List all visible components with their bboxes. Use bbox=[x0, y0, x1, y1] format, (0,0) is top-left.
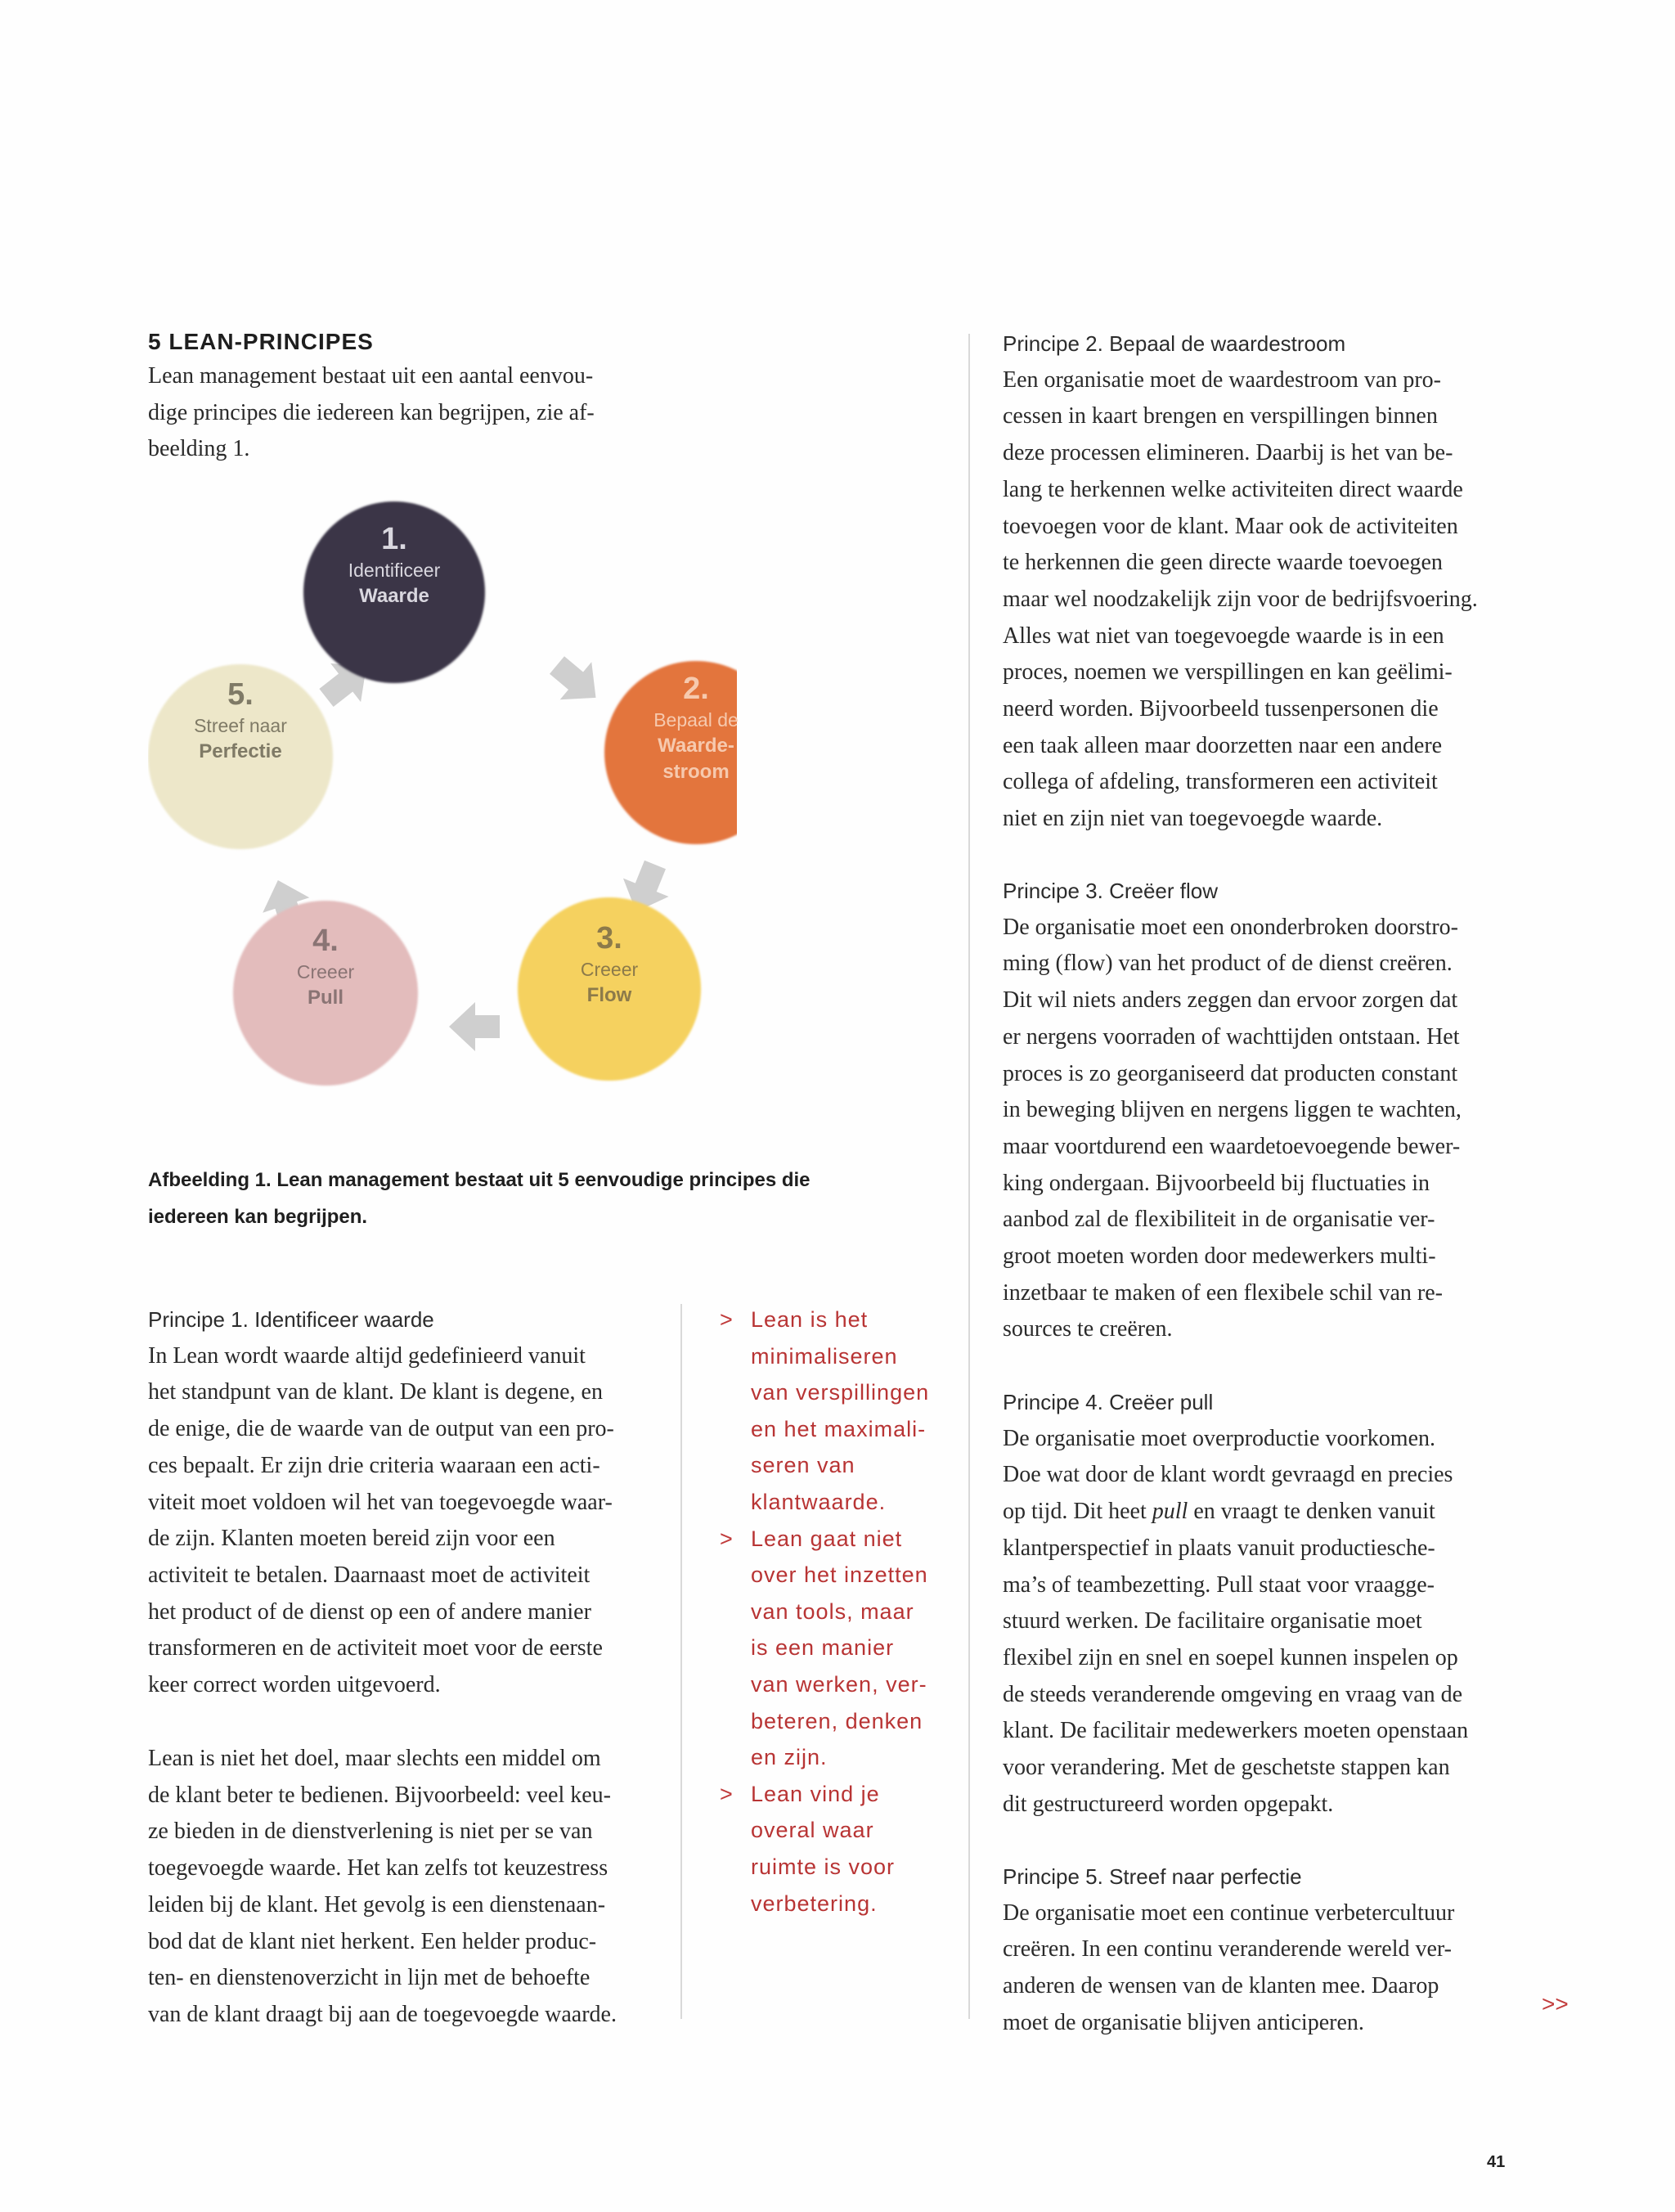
text-line: te herkennen die geen directe waarde toevoegen bbox=[1003, 550, 1443, 576]
text-line bbox=[1003, 1494, 1559, 1531]
intro-line: Lean management bestaat uit een aantal eenvou- bbox=[148, 363, 594, 389]
circle-2-number: 2. bbox=[683, 672, 709, 706]
text-line: viteit moet voldoen wil het van toegevoegde waar- bbox=[148, 1489, 613, 1515]
principle-2-section bbox=[1003, 326, 1559, 838]
quote-line: van verspillingen bbox=[751, 1380, 930, 1405]
quote-marker: > bbox=[720, 1526, 734, 1551]
circle-4-label bbox=[244, 923, 407, 1011]
circle-2-label bbox=[614, 671, 778, 785]
quote-line: en zijn. bbox=[751, 1745, 828, 1770]
text-line: niet en zijn niet van toegevoegde waarde. bbox=[1003, 806, 1383, 832]
text-line: ma’s of teambezetting. Pull staat voor vraagge- bbox=[1003, 1571, 1435, 1598]
text-line: moet de organisatie blijven anticiperen. bbox=[1003, 2009, 1364, 2035]
circle-2-line1: Bepaal de bbox=[653, 709, 739, 731]
text-line: sources te creëren. bbox=[1003, 1316, 1173, 1342]
arrow-1-to-2 bbox=[541, 646, 612, 717]
text-line: er nergens voorraden of wachttijden ontstaan. Het bbox=[1003, 1023, 1460, 1050]
text-line: groot moeten worden door medewerkers multi- bbox=[1003, 1243, 1436, 1270]
circle-1-line2: Waarde bbox=[359, 585, 429, 607]
text-line: een taak alleen maar doorzetten naar een andere bbox=[1003, 732, 1443, 758]
quote-line: beteren, denken bbox=[751, 1708, 923, 1733]
column-divider-right bbox=[968, 334, 970, 2019]
text-line: lang te herkennen welke activiteiten direct waarde bbox=[1003, 476, 1463, 502]
pull-quote-1 bbox=[720, 1302, 965, 1521]
quote-line: overal waar bbox=[751, 1818, 874, 1843]
quote-line: van werken, ver- bbox=[751, 1671, 927, 1697]
column-divider-left bbox=[680, 1304, 682, 2019]
principle-3-heading: Principe 3. Creëer flow bbox=[1003, 879, 1218, 903]
text-line: deze processen elimineren. Daarbij is het van be- bbox=[1003, 440, 1453, 466]
circle-2-line3: stroom bbox=[662, 761, 730, 783]
text-line: inzetbaar te maken of een flexibele schil van re- bbox=[1003, 1279, 1443, 1306]
circle-3-label bbox=[528, 920, 691, 1009]
text-fragment: en vraagt te denken vanuit bbox=[1188, 1499, 1435, 1525]
text-line: ming (flow) van het product of de dienst creëren. bbox=[1003, 951, 1453, 977]
text-line: toevoegen voor de klant. Maar ook de activiteiten bbox=[1003, 513, 1458, 539]
quote-line: ruimte is voor bbox=[751, 1854, 896, 1879]
quote-line: Lean is het bbox=[751, 1307, 869, 1332]
circle-5-line1: Streef naar bbox=[194, 715, 287, 736]
circle-5-number: 5. bbox=[227, 677, 254, 712]
quote-marker: > bbox=[720, 1307, 734, 1332]
circle-1-line1: Identificeer bbox=[348, 560, 441, 581]
text-line: ces bepaalt. Er zijn drie criteria waaraan een acti- bbox=[148, 1452, 600, 1478]
quote-line: Lean vind je bbox=[751, 1781, 880, 1806]
text-line: aanbod zal de flexibiliteit in de organisatie ver- bbox=[1003, 1207, 1435, 1233]
circle-3-line1: Creeer bbox=[580, 959, 639, 980]
quote-line: en het maximali- bbox=[751, 1416, 927, 1441]
text-line: activiteit te betalen. Daarnaast moet de activiteit bbox=[148, 1562, 591, 1588]
circle-5-line2: Perfectie bbox=[199, 740, 282, 762]
text-line: proces is zo georganiseerd dat producten constant bbox=[1003, 1060, 1458, 1086]
text-line: Dit wil niets anders zeggen dan ervoor zorgen dat bbox=[1003, 987, 1458, 1014]
quote-line: Lean gaat niet bbox=[751, 1526, 903, 1551]
principle-5-heading: Principe 5. Streef naar perfectie bbox=[1003, 1864, 1302, 1889]
text-line: collega of afdeling, transformeren een activiteit bbox=[1003, 769, 1438, 795]
quote-line: minimaliseren bbox=[751, 1343, 898, 1369]
principle-1-heading: Principe 1. Identificeer waarde bbox=[148, 1307, 434, 1332]
section-title: 5 LEAN-PRINCIPES bbox=[148, 329, 374, 354]
text-line: Alles wat niet van toegevoegde waarde is in een bbox=[1003, 623, 1444, 649]
text-line: de klant beter te bedienen. Bijvoorbeeld: veel keu- bbox=[148, 1782, 612, 1808]
principle-4-section bbox=[1003, 1384, 1559, 1823]
continue-marker: >> bbox=[1542, 1991, 1569, 2016]
lean-doel-paragraph bbox=[148, 1741, 671, 2034]
circle-3-line2: Flow bbox=[586, 984, 632, 1006]
text-line: De organisatie moet een continue verbetercultuur bbox=[1003, 1900, 1455, 1926]
circle-4-number: 4. bbox=[312, 924, 339, 958]
text-line: ten- en dienstenoverzicht in lijn met de behoefte bbox=[148, 1965, 591, 1991]
text-line: de zijn. Klanten moeten bereid zijn voor een bbox=[148, 1526, 555, 1552]
text-line: de enige, die de waarde van de output van een pro- bbox=[148, 1416, 614, 1442]
text-line: neerd worden. Bijvoorbeeld tussenpersonen die bbox=[1003, 696, 1439, 722]
text-line: keer correct worden uitgevoerd. bbox=[148, 1672, 441, 1698]
circle-1-label bbox=[312, 521, 476, 609]
text-line: klantperspectief in plaats vanuit productiesche- bbox=[1003, 1535, 1435, 1561]
text-line: De organisatie moet een ononderbroken doorstro- bbox=[1003, 914, 1458, 940]
text-line: voor verandering. Met de geschetste stappen kan bbox=[1003, 1755, 1450, 1781]
text-line: dit gestructureerd worden opgepakt. bbox=[1003, 1791, 1334, 1817]
figure-caption bbox=[148, 1162, 884, 1235]
text-line: De organisatie moet overproductie voorkomen. bbox=[1003, 1425, 1435, 1451]
principle-1-section bbox=[148, 1302, 671, 1704]
text-line: stuurd werken. De facilitaire organisatie moet bbox=[1003, 1608, 1422, 1634]
text-line: leiden bij de klant. Het gevolg is een dienstenaan- bbox=[148, 1891, 606, 1918]
text-line: klant. De facilitair medewerkers moeten openstaan bbox=[1003, 1718, 1469, 1744]
text-line: de steeds veranderende omgeving en vraag van de bbox=[1003, 1681, 1463, 1707]
intro-paragraph bbox=[148, 358, 688, 468]
text-line: toegevoegde waarde. Het kan zelfs tot keuzestress bbox=[148, 1855, 608, 1882]
page-number: 41 bbox=[1487, 2153, 1506, 2171]
intro-line: beelding 1. bbox=[148, 436, 250, 462]
caption-line: Afbeelding 1. Lean management bestaat uit 5 eenvoudige principes die bbox=[148, 1169, 811, 1191]
quote-line: is een manier bbox=[751, 1635, 895, 1661]
circle-4-line1: Creeer bbox=[296, 961, 355, 982]
pull-quotes bbox=[720, 1302, 965, 1922]
intro-line: dige principes die iedereen kan begrijpen, zie af- bbox=[148, 399, 595, 425]
circle-5-label bbox=[159, 677, 322, 765]
caption-line: iedereen kan begrijpen. bbox=[148, 1206, 368, 1228]
principle-4-heading: Principe 4. Creëer pull bbox=[1003, 1390, 1214, 1414]
text-line: Lean is niet het doel, maar slechts een middel om bbox=[148, 1746, 601, 1771]
quote-marker: > bbox=[720, 1781, 734, 1806]
circle-1-number: 1. bbox=[381, 522, 407, 556]
text-line: anderen de wensen van de klanten mee. Daarop bbox=[1003, 1973, 1439, 1999]
text-line: maar wel noodzakelijk zijn voor de bedrijfsvoering. bbox=[1003, 586, 1478, 612]
text-line: ze bieden in de dienstverlening is niet per se van bbox=[148, 1819, 593, 1845]
text-fragment: op tijd. Dit heet bbox=[1003, 1499, 1152, 1525]
quote-line: van tools, maar bbox=[751, 1598, 914, 1624]
text-line: proces, noemen we verspillingen en kan geëlimi- bbox=[1003, 659, 1453, 686]
text-line: In Lean wordt waarde altijd gedefinieerd vanuit bbox=[148, 1342, 586, 1369]
text-line: in beweging blijven en nergens liggen te wachten, bbox=[1003, 1097, 1462, 1123]
text-line: van de klant draagt bij aan de toegevoegde waarde. bbox=[148, 2001, 617, 2027]
circle-3-number: 3. bbox=[596, 921, 622, 955]
text-line: king ondergaan. Bijvoorbeeld bij fluctuaties in bbox=[1003, 1170, 1430, 1196]
text-line: bod dat de klant niet herkent. Een helder produc- bbox=[148, 1928, 597, 1954]
text-line: Een organisatie moet de waardestroom van pro- bbox=[1003, 366, 1441, 393]
text-line: flexibel zijn en snel en soepel kunnen inspelen op bbox=[1003, 1644, 1458, 1670]
principle-2-heading: Principe 2. Bepaal de waardestroom bbox=[1003, 331, 1346, 356]
circle-2-line2: Waarde- bbox=[658, 735, 734, 757]
text-line: het standpunt van de klant. De klant is degene, en bbox=[148, 1379, 603, 1405]
pull-quote-3 bbox=[720, 1776, 965, 1922]
principle-3-section bbox=[1003, 873, 1559, 1348]
quote-line: klantwaarde. bbox=[751, 1489, 887, 1514]
text-line: cessen in kaart brengen en verspillingen binnen bbox=[1003, 403, 1438, 429]
pull-term: pull bbox=[1152, 1499, 1188, 1525]
quote-line: over het inzetten bbox=[751, 1562, 928, 1588]
text-line: het product of de dienst op een of andere manier bbox=[148, 1598, 591, 1625]
text-line: creëren. In een continu veranderende wereld ver- bbox=[1003, 1936, 1453, 1962]
text-line: Doe wat door de klant wordt gevraagd en precies bbox=[1003, 1462, 1453, 1488]
circle-4-line2: Pull bbox=[307, 987, 344, 1009]
text-line: transformeren en de activiteit moet voor de eerste bbox=[148, 1635, 603, 1661]
arrow-3-to-4 bbox=[449, 1002, 500, 1051]
pull-quote-2 bbox=[720, 1521, 965, 1776]
quote-line: verbetering. bbox=[751, 1891, 878, 1916]
lean-principles-diagram bbox=[148, 487, 737, 1133]
principle-5-section bbox=[1003, 1859, 1559, 2042]
text-line: maar voortdurend een waardetoevoegende bewer- bbox=[1003, 1133, 1461, 1159]
quote-line: seren van bbox=[751, 1453, 855, 1478]
